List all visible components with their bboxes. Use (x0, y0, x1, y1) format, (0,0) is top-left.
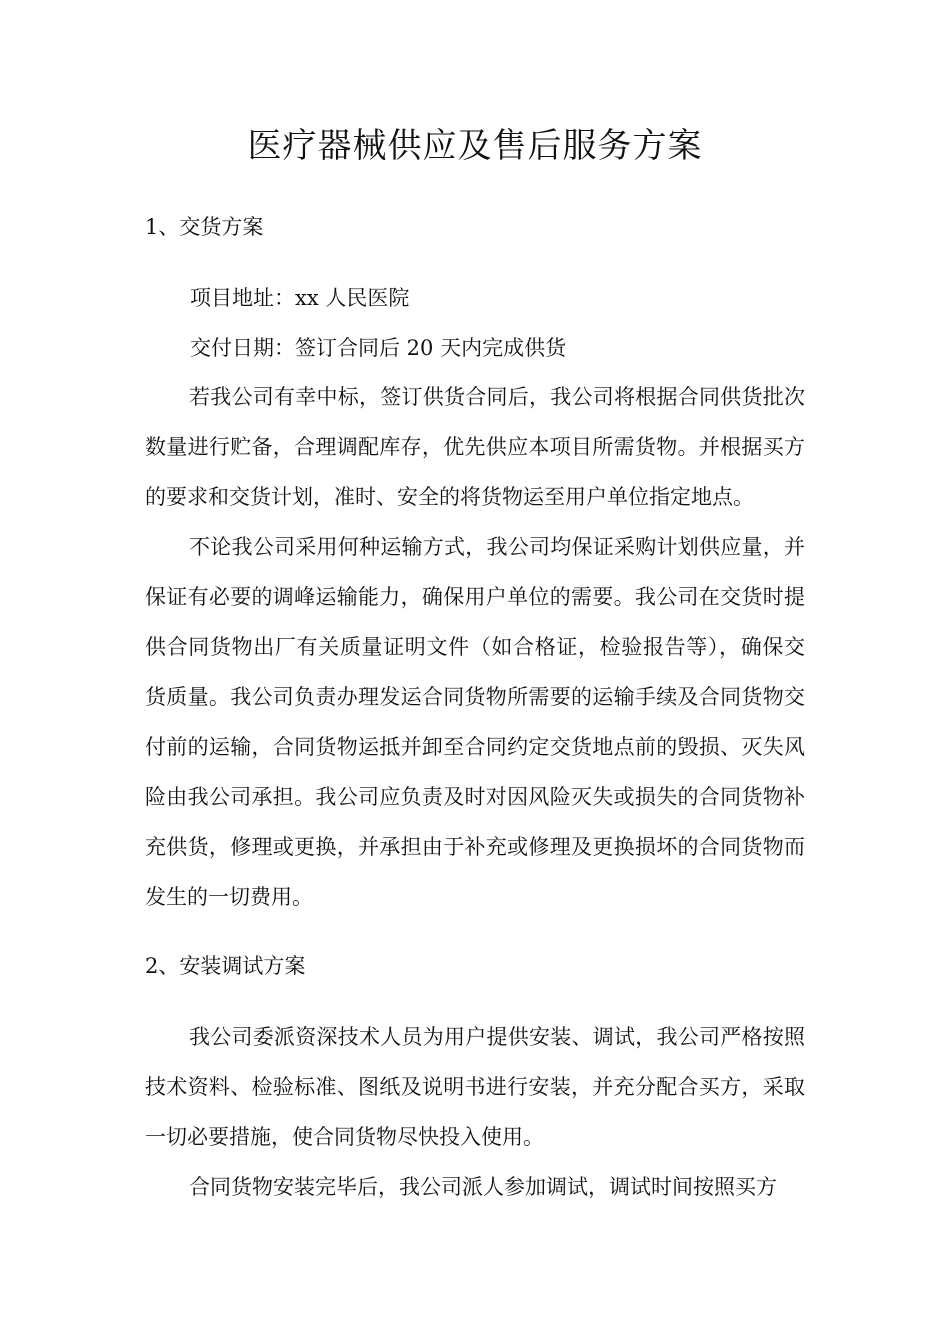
delivery-date: 交付日期：签订合同后 20 天内完成供货 (190, 336, 567, 360)
document-title: 医疗器械供应及售后服务方案 (247, 126, 703, 166)
project-address: 项目地址：xx 人民医院 (190, 286, 410, 310)
paragraph: 若我公司有幸中标，签订供货合同后，我公司将根据合同供货批次数量进行贮备，合理调配库存，优先供应本项目所需货物。并根据买方的要求和交货计划，准时、安全的将货物运至用户单位指定地点。 (145, 385, 805, 509)
section-heading-delivery: 1、交货方案 (145, 215, 264, 239)
paragraph: 合同货物安装完毕后，我公司派人参加调试，调试时间按照买方 (189, 1175, 777, 1199)
section-heading-installation: 2、安装调试方案 (145, 954, 306, 978)
paragraph: 不论我公司采用何种运输方式，我公司均保证采购计划供应量，并保证有必要的调峰运输能力，确保用户单位的需要。我公司在交货时提供合同货物出厂有关质量证明文件（如合格证，检验报告等），确保交货质量。我公司负责办理发运合同货物所需要的运输手续及合同货物交付前的运输，合同货物运抵并卸至合同约定交货地点前的毁损、灭失风险由我公司承担。我公司应负责及时对因风险灭失或损失的合同货物补充供货，修理或更换，并承担由于补充或修理及更换损坏的合同货物而发生的一切费用。 (145, 535, 805, 909)
paragraph: 我公司委派资深技术人员为用户提供安装、调试，我公司严格按照技术资料、检验标准、图纸及说明书进行安装，并充分配合买方，采取一切必要措施，使合同货物尽快投入使用。 (145, 1025, 805, 1149)
